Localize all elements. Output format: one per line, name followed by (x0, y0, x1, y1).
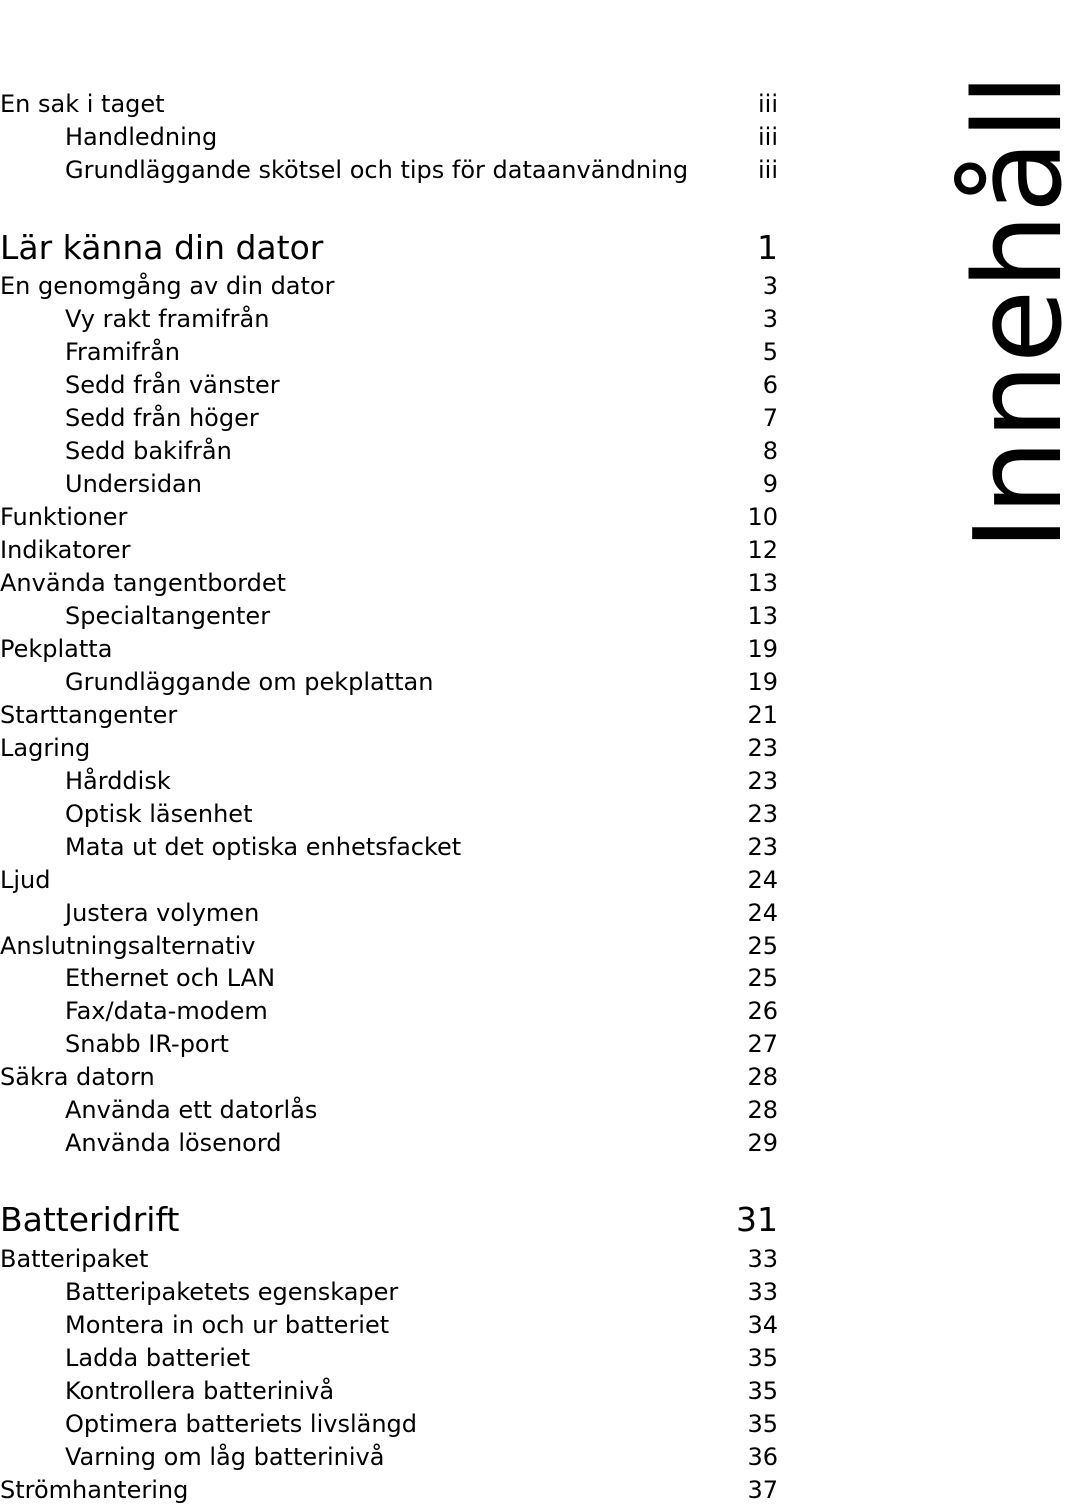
toc-entry-title: Funktioner (0, 503, 128, 531)
toc-entry-page-number: 3 (762, 272, 778, 300)
toc-entry-page-number: 23 (747, 833, 778, 861)
toc-subentry (0, 1342, 778, 1375)
toc-subentry (0, 336, 778, 369)
toc-entry-page-number: 23 (747, 767, 778, 795)
toc-entry-title: Lagring (0, 734, 91, 762)
toc-entry-page-number: 25 (747, 932, 778, 960)
toc-entry-title: Fax/data-modem (65, 997, 268, 1025)
toc-entry-page-number: 12 (747, 536, 778, 564)
toc-entry (0, 699, 778, 732)
toc-subentry (0, 1028, 778, 1061)
toc-subentry (0, 798, 778, 831)
toc-entry-title: Mata ut det optiska enhetsfacket (65, 833, 462, 861)
toc-entry-title: Strömhantering (0, 1476, 189, 1504)
side-title: Innehåll (950, 73, 1089, 551)
toc-entry (0, 88, 778, 121)
toc-entry-title: Sedd från höger (65, 404, 259, 432)
toc-entry-title: Ethernet och LAN (65, 964, 276, 992)
toc-entry-title: Använda lösenord (65, 1129, 282, 1157)
toc-entry-title: Använda ett datorlås (65, 1096, 318, 1124)
toc-entry (0, 930, 778, 963)
toc-subentry (0, 435, 778, 468)
toc-entry-page-number: 33 (747, 1278, 778, 1306)
toc-entry-title: Grundläggande om pekplattan (65, 668, 434, 696)
toc-entry-page-number: 13 (747, 569, 778, 597)
toc-entry-page-number: 9 (762, 470, 778, 498)
toc-entry (0, 567, 778, 600)
toc-entry-title: Varning om låg batterinivå (65, 1443, 385, 1471)
toc-entry-page-number: 3 (762, 305, 778, 333)
toc-entry-page-number: 25 (747, 964, 778, 992)
toc-chapter (0, 226, 778, 270)
toc-entry-title: Kontrollera batterinivå (65, 1377, 335, 1405)
toc-entry-title: Ladda batteriet (65, 1344, 251, 1372)
toc-entry-page-number: 33 (747, 1245, 778, 1273)
toc-entry-page-number: 31 (736, 1200, 778, 1239)
toc-entry (0, 1243, 778, 1276)
toc-subentry (0, 897, 778, 930)
toc-subentry (0, 121, 778, 154)
toc-entry-page-number: 28 (747, 1063, 778, 1091)
toc-entry (0, 270, 778, 303)
toc-entry-title: Batteripaket (0, 1245, 149, 1273)
toc-entry (0, 1061, 778, 1094)
toc-entry-page-number: 19 (747, 668, 778, 696)
toc-entry-title: Montera in och ur batteriet (65, 1311, 390, 1339)
toc-entry-page-number: 34 (747, 1311, 778, 1339)
toc-entry-title: Optisk läsenhet (65, 800, 253, 828)
toc-entry-title: Använda tangentbordet (0, 569, 287, 597)
toc-entry-page-number: 23 (747, 800, 778, 828)
toc-entry-page-number: 35 (747, 1344, 778, 1372)
toc-entry-title: Specialtangenter (65, 602, 271, 630)
toc-entry-page-number: 26 (747, 997, 778, 1025)
toc-subentry (0, 962, 778, 995)
toc-entry-title: Säkra datorn (0, 1063, 155, 1091)
toc-entry-page-number: 35 (747, 1377, 778, 1405)
toc-entry-page-number: 1 (757, 228, 778, 267)
toc-subentry (0, 1276, 778, 1309)
toc-entry-page-number: 28 (747, 1096, 778, 1124)
toc-entry-title: Sedd från vänster (65, 371, 280, 399)
toc-subentry (0, 1408, 778, 1441)
toc-subentry (0, 154, 778, 187)
toc-entry-page-number: 29 (747, 1129, 778, 1157)
toc-entry-page-number: 21 (747, 701, 778, 729)
toc-entry-page-number: iii (757, 123, 778, 151)
toc-entry-title: Framifrån (65, 338, 180, 366)
toc-entry-title: Snabb IR-port (65, 1030, 229, 1058)
toc-subentry (0, 765, 778, 798)
toc-entry-title: Lär känna din dator (0, 228, 324, 267)
toc-entry-title: Indikatorer (0, 536, 131, 564)
toc-subentry (0, 1127, 778, 1160)
toc-entry-title: Undersidan (65, 470, 202, 498)
toc-subentry (0, 831, 778, 864)
toc-subentry (0, 1441, 778, 1474)
toc-entry (0, 864, 778, 897)
toc-chapter (0, 1198, 778, 1242)
toc-entry-title: Starttangenter (0, 701, 178, 729)
toc-entry-title: Pekplatta (0, 635, 113, 663)
toc-entry-title: Handledning (65, 123, 218, 151)
toc-entry-page-number: 35 (747, 1410, 778, 1438)
toc-subentry (0, 369, 778, 402)
toc-subentry (0, 1094, 778, 1127)
toc-entry-page-number: 37 (747, 1476, 778, 1504)
toc-entry-title: Anslutningsalternativ (0, 932, 256, 960)
toc-entry-page-number: 7 (762, 404, 778, 432)
toc-entry-page-number: 24 (747, 899, 778, 927)
toc-entry-title: Ljud (0, 866, 51, 894)
toc-entry-page-number: 24 (747, 866, 778, 894)
toc-entry-title: Optimera batteriets livslängd (65, 1410, 418, 1438)
toc-entry (0, 1474, 778, 1507)
toc-entry-page-number: 23 (747, 734, 778, 762)
toc-entry-title: En genomgång av din dator (0, 272, 335, 300)
toc-entry-page-number: 6 (762, 371, 778, 399)
toc-entry-page-number: 8 (762, 437, 778, 465)
toc-subentry (0, 666, 778, 699)
toc-entry-title: Sedd bakifrån (65, 437, 232, 465)
toc-subentry (0, 303, 778, 336)
toc-subentry (0, 995, 778, 1028)
toc-entry-title: Justera volymen (65, 899, 260, 927)
toc-entry-page-number: iii (757, 90, 778, 118)
toc-entry-title: Grundläggande skötsel och tips för dataanvändning (65, 156, 689, 184)
toc-entry-title: Batteripaketets egenskaper (65, 1278, 399, 1306)
toc-subentry (0, 402, 778, 435)
toc-entry-page-number: 27 (747, 1030, 778, 1058)
toc-entry-page-number: 10 (747, 503, 778, 531)
toc-entry-title: En sak i taget (0, 90, 165, 118)
toc-subentry (0, 600, 778, 633)
toc-entry (0, 732, 778, 765)
toc-entry-title: Vy rakt framifrån (65, 305, 270, 333)
toc-entry (0, 501, 778, 534)
toc-entry-page-number: 36 (747, 1443, 778, 1471)
toc-entry-page-number: iii (757, 156, 778, 184)
toc-entry-title: Hårddisk (65, 767, 171, 795)
toc-entry-page-number: 19 (747, 635, 778, 663)
toc-entry-page-number: 13 (747, 602, 778, 630)
toc-subentry (0, 468, 778, 501)
toc-entry-title: Batteridrift (0, 1200, 180, 1239)
toc-subentry (0, 1309, 778, 1342)
toc-entry (0, 633, 778, 666)
toc-subentry (0, 1375, 778, 1408)
toc-entry (0, 534, 778, 567)
toc-entry-page-number: 5 (762, 338, 778, 366)
